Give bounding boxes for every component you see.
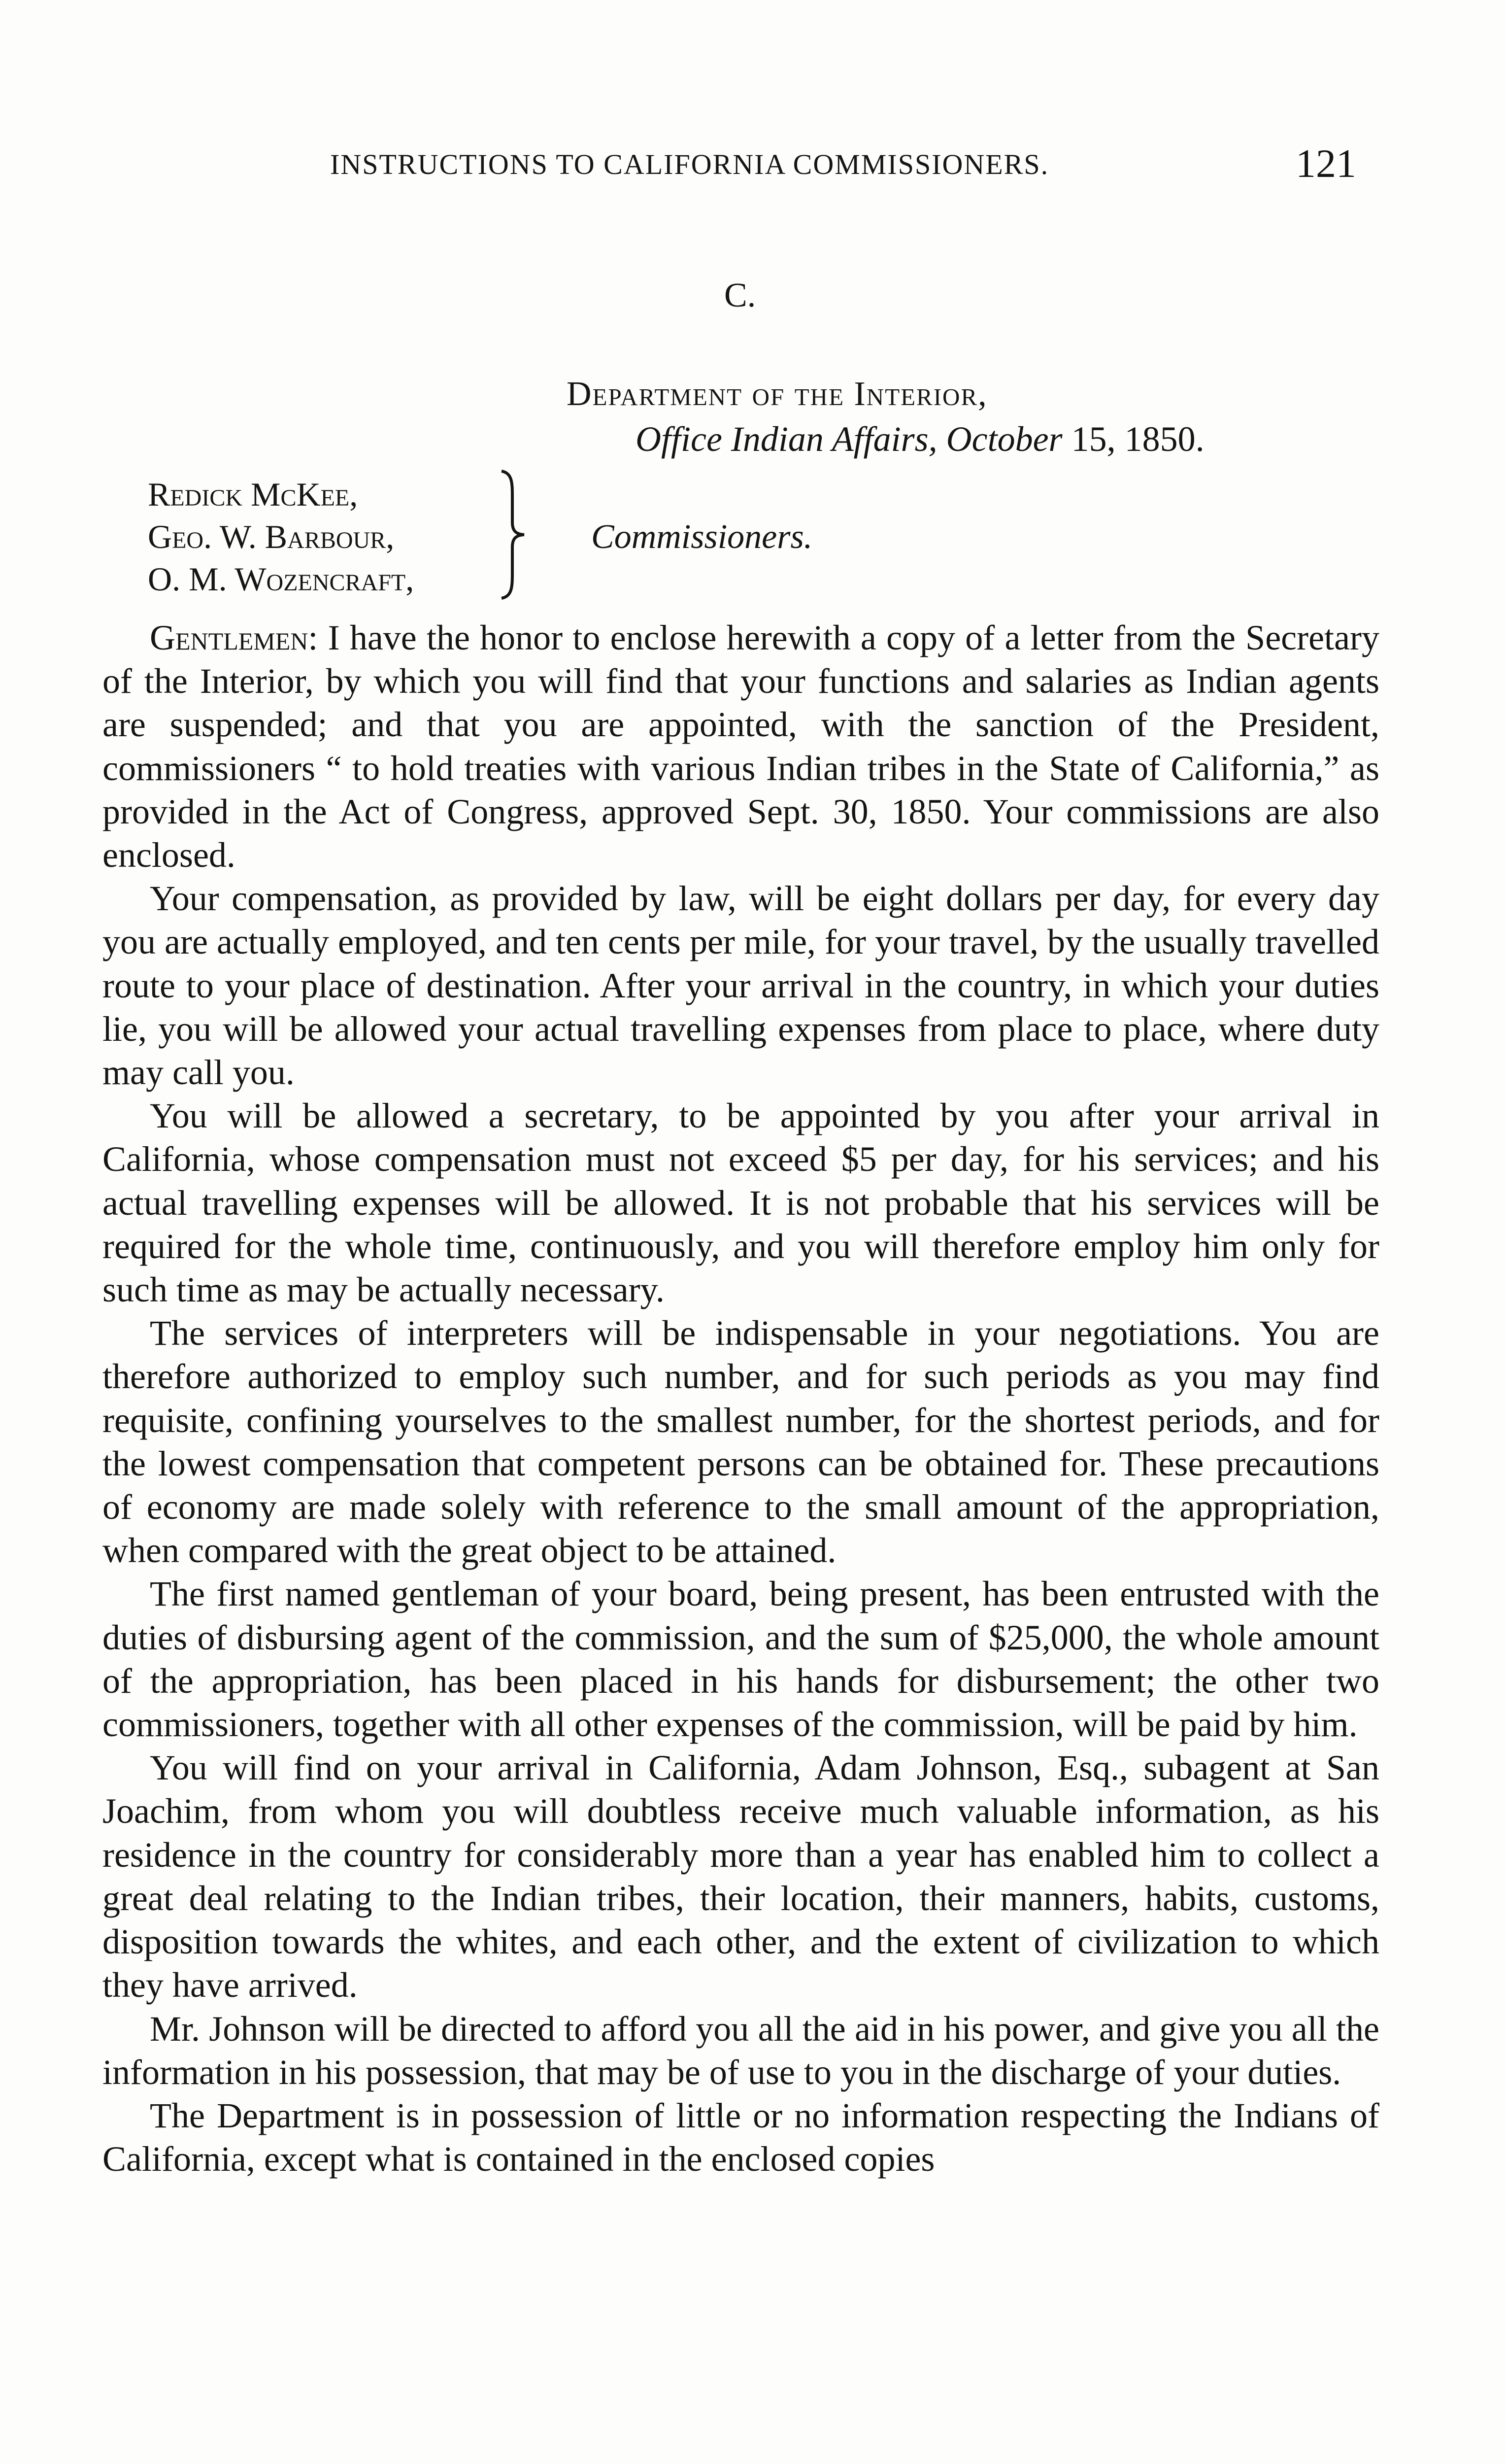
salutation: Gentlemen (150, 618, 308, 657)
letter-body (102, 616, 1379, 2181)
office-name: Office Indian Affairs, October (636, 419, 1063, 459)
paragraph-2: Your compensation, as provided by law, will be eight dollars per day, for every day you are actually employed, and ten cents per mile, for your travel, by the usually travelled route to your place of destination. After your arrival in the country, in which your duties lie, you will be allowed your actual travelling expenses from place to place, where duty may call you. (102, 879, 1379, 1093)
addressee-barbour: Geo. W. Barbour, (148, 518, 395, 555)
paragraph-4: The services of interpreters will be indispensable in your negotiations. You are therefore authorized to employ such number, and for such periods as you may find requisite, confining yourselves to the smallest number, for the shortest periods, and for the lowest compensation that competent persons can be obtained for. These precautions of economy are made solely with reference to the small amount of the appropriation, when compared with the great object to be attained. (102, 1313, 1379, 1571)
curly-brace-icon (498, 468, 527, 601)
page-number: 121 (1296, 141, 1356, 186)
paragraph-3: You will be allowed a secretary, to be appointed by you after your arrival in California, whose compensation must not exceed $5 per day, for his services; and his actual travelling expenses will be allowed. It is not probable that his services will be required for the whole time, continuously, and you will therefore employ him only for such time as may be actually necessary. (102, 1096, 1379, 1310)
department-heading: Department of the Interior, (567, 375, 988, 413)
addressee-role: Commissioners. (591, 518, 813, 556)
letter-date: 15, 1850. (1071, 419, 1205, 459)
paragraph-1-text: : I have the honor to enclose herewith a copy of a letter from the Secretary of the Interior, by which you will find that your functions and salaries as Indian agents are suspended; and that you are appointed, with the sanction of the President, commissioners “ to hold treaties with various Indian tribes in the State of California,” as provided in the Act of Congress, approved Sept. 30, 1850. Your commissions are also enclosed. (102, 618, 1379, 875)
addressee-list (148, 473, 414, 600)
office-date-line (636, 419, 1205, 460)
paragraph-5: The first named gentleman of your board, being present, has been entrusted with the duties of disbursing agent of the commission, and the sum of $25,000, the whole amount of the appropriation, has been placed in his hands for disbursement; the other two commissioners, together with all other expenses of the commission, will be paid by him. (102, 1574, 1379, 1745)
running-head: INSTRUCTIONS TO CALIFORNIA COMMISSIONERS. (330, 148, 1049, 180)
addressee-wozencraft: O. M. Wozencraft, (148, 560, 414, 598)
paragraph-6: You will find on your arrival in California, Adam Johnson, Esq., subagent at San Joachim, from whom you will doubtless receive much valuable information, as his residence in the country for considerably more than a year has enabled him to collect a great deal relating to the Indian tribes, their location, their manners, habits, customs, disposition towards the whites, and each other, and the extent of civilization to which they have arrived. (102, 1748, 1379, 2005)
addressee-mckee: Redick McKee, (148, 476, 358, 513)
section-letter: C. (724, 276, 756, 314)
paragraph-1 (102, 616, 1379, 877)
paragraph-7: Mr. Johnson will be directed to afford you all the aid in his power, and give you all the information in his possession, that may be of use to you in the discharge of your duties. (102, 2009, 1379, 2092)
paragraph-8: The Department is in possession of little or no information respecting the Indians of California, except what is contained in the enclosed copies (102, 2095, 1379, 2179)
